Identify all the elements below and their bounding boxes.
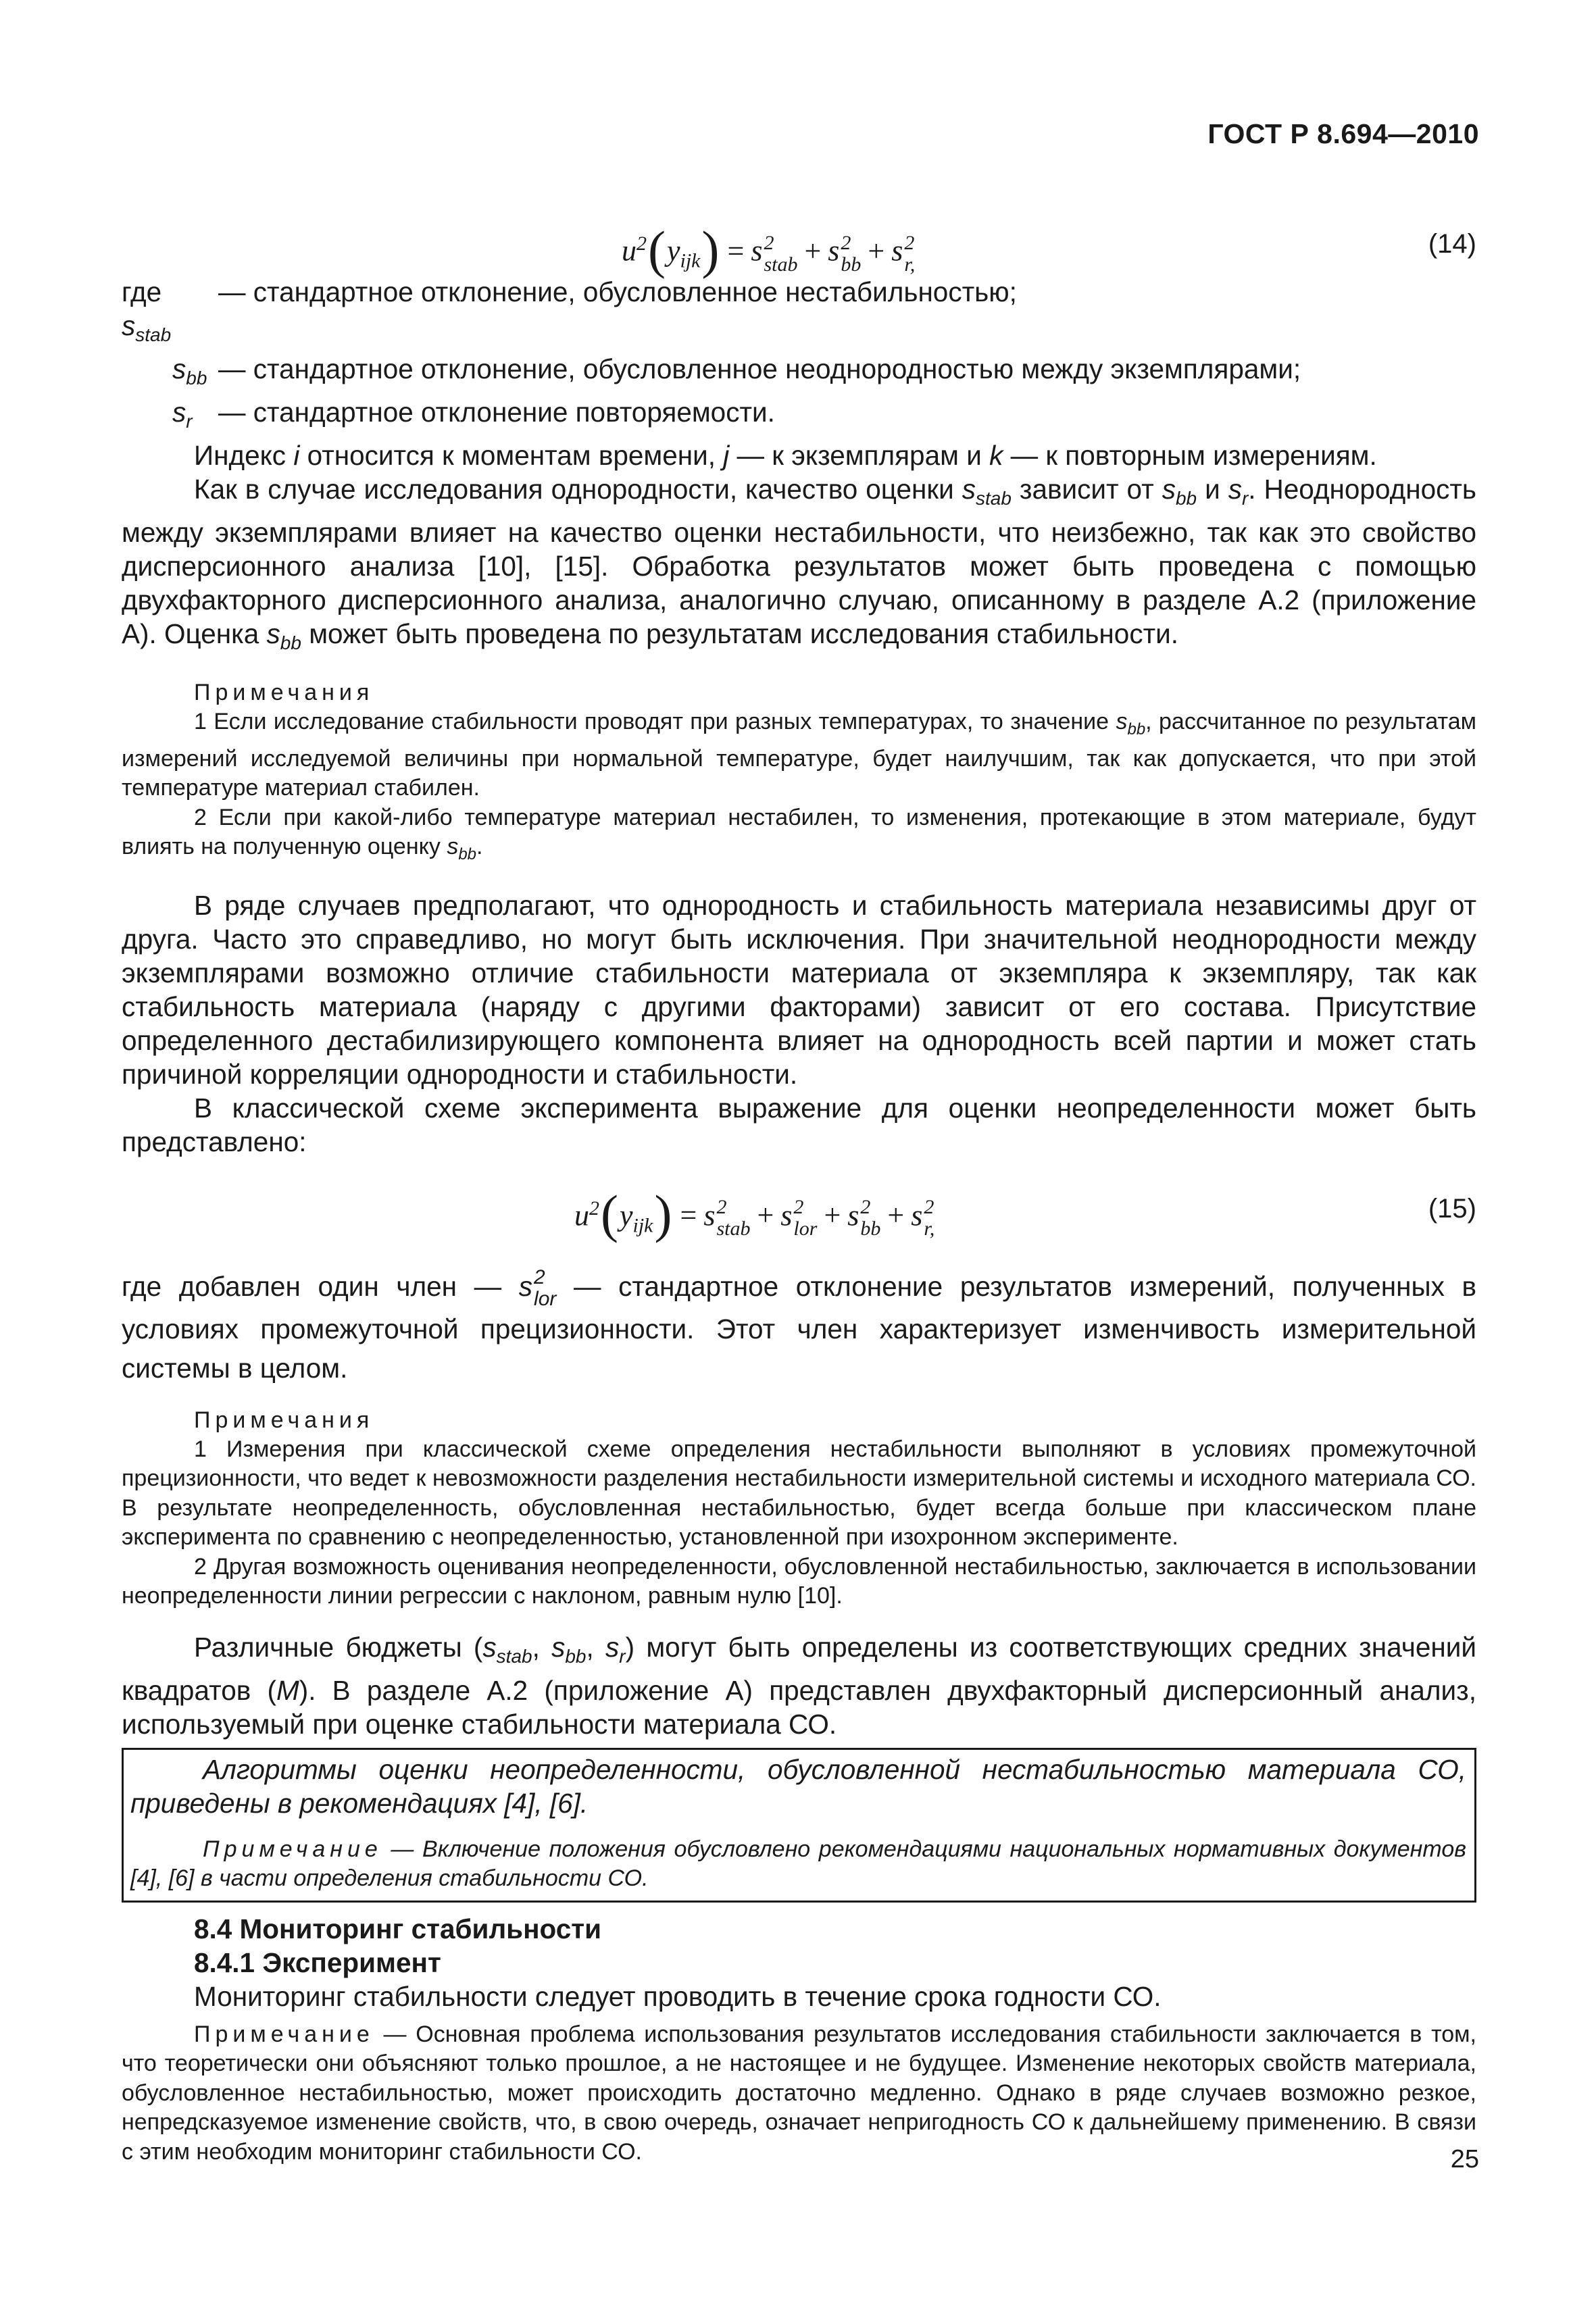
boxed-provision-text: Алгоритмы оценки неопределенности, обусловленной нестабильностью материала СО, приведены в рекомендациях [4], [6]. [130, 1753, 1466, 1819]
equation-number-15: (15) [1428, 1193, 1476, 1224]
formula-14-expression: $u^2(y_{ijk}) = s$ 2 stab + s 2 bb + s 2 r, [622, 220, 916, 279]
paragraph-monitoring: Мониторинг стабильности следует проводить в течение срока годности СО. [194, 1980, 1162, 2012]
equation-number-14: (14) [1428, 229, 1476, 259]
note-1-2: 2 Если при какой-либо температуре материал нестабилен, то изменения, протекающие в этом материале, будут влиять на полученную оценку $s_{bb}$. [122, 804, 1476, 864]
paragraph-independence: В ряде случаев предполагают, что однородность и стабильность материала независимы друг от друга. Часто это справедливо, но могут быть исключения. При значительной неоднородности между экземплярами возможно отличие стабильности материала от экземпляра к экземпляру, так как стабильность материала (наряду с другими факторами) зависит от его состава. Присутствие определенного дестабилизирующего компонента влияет на однородность всей партии и может стать причиной корреляции однородности и стабильности. [122, 889, 1476, 1090]
notes-title-2: Примечания [194, 1407, 374, 1433]
note-2-1: 1 Измерения при классической схеме определения нестабильности выполняют в условиях промежуточной прецизионности, что ведет к невозможности разделения нестабильности измерительной системы и исходного материала СО. В результате неопределенность, обусловленная нестабильностью, будет всегда больше при классическом плане эксперимента по сравнению с неопределенностью, установленной при изохронном эксперименте. [122, 1436, 1476, 1551]
standard-code-header: ГОСТ Р 8.694—2010 [1207, 118, 1479, 149]
notes-title-1: Примечания [194, 680, 374, 706]
note-2-2: 2 Другая возможность оценивания неопределенности, обусловленной нестабильностью, заключается в использовании неопределенности линии регрессии с наклоном, равным нулю [10]. [122, 1553, 1476, 1609]
paragraph-budgets: Различные бюджеты ($s_{stab}$, $s_{bb}$, $s_r$) могут быть определены из соответствующих средних значений квадратов (M). В разделе А.2 (приложение А) представлен двухфакторный дисперсионный анализ, используемый при оценке стабильности материала СО. [122, 1631, 1477, 1740]
boxed-provision-note: Примечание — Включение положения обусловлено рекомендациями национальных нормативных документов [4], [6] в части определения стабильности СО. [130, 1836, 1466, 1892]
note-1-1: 1 Если исследование стабильности проводят при разных температурах, то значение $s_{bb}$, рассчитанное по результатам измерений исследуемой величины при нормальной температуре, будет наилучшим, так как допускается, что при этой температуре материал стабилен. [122, 709, 1476, 801]
paragraph-added-term: где добавлен один член — s 2 lor — стандартное отклонение результатов измерений, полученных в условиях промежуточной прецизионности. Этот член характеризует изменчивость измерительной системы в целом. [122, 1265, 1476, 1384]
formula-15-expression: $u^2(y_{ijk}) = s$ 2 stab + s 2 lor + s 2 bb + s 2 r, [574, 1184, 935, 1244]
note-final: Примечание — Основная проблема использования результатов исследования стабильности заключается в том, что теоретически они объясняют только прошлое, а не настоящее и не будущее. Изменение некоторых свойств материала, обусловленное нестабильностью, может происходить достаточно медленно. Однако в ряде случаев возможно резкое, непредсказуемое изменение свойств, что, в свою очередь, означает непригодность СО к дальнейшему применению. В связи с этим необходим мониторинг стабильности СО. [122, 2021, 1476, 2165]
definition-s-bb: $s_{bb}$ — стандартное отклонение, обусловленное неоднородностью между экземплярами; [172, 353, 1301, 389]
paragraph-homogeneity: Как в случае исследования однородности, качество оценки $s_{stab}$ зависит от $s_{bb}$ и $s_r$. Неоднородность между экземплярами влияет на качество оценки нестабильности, что неизбежно, так как это свойство дисперсионного анализа [10], [15]. Обработка результатов может быть проведена с помощью двухфакторного дисперсионного анализа, аналогично случаю, описанному в разделе А.2 (приложение А). Оценка $s_{bb}$ может быть проведена по результатам исследования стабильности. [122, 474, 1476, 654]
section-heading-8-4: 8.4 Мониторинг стабильности [194, 1913, 601, 1944]
definition-s-stab: где $s_{stab}$ — стандартное отклонение, обусловленное нестабильностью; [122, 276, 1017, 346]
paragraph-index-meaning: Индекс i относится к моментам времени, j — к экземплярам и k — к повторным измерениям. [194, 440, 1377, 472]
paragraph-classic-scheme: В классической схеме эксперимента выражение для оценки неопределенности может быть представлено: [122, 1092, 1476, 1157]
formula-15 [122, 1159, 1476, 1260]
page-number: 25 [1450, 2145, 1479, 2173]
boxed-national-provision [122, 1748, 1476, 1903]
page-content [122, 213, 1476, 2167]
formula-14 [122, 213, 1476, 279]
section-heading-8-4-1: 8.4.1 Эксперимент [194, 1946, 441, 1978]
definition-s-r: $s_r$ — стандартное отклонение повторяемости. [172, 397, 775, 432]
